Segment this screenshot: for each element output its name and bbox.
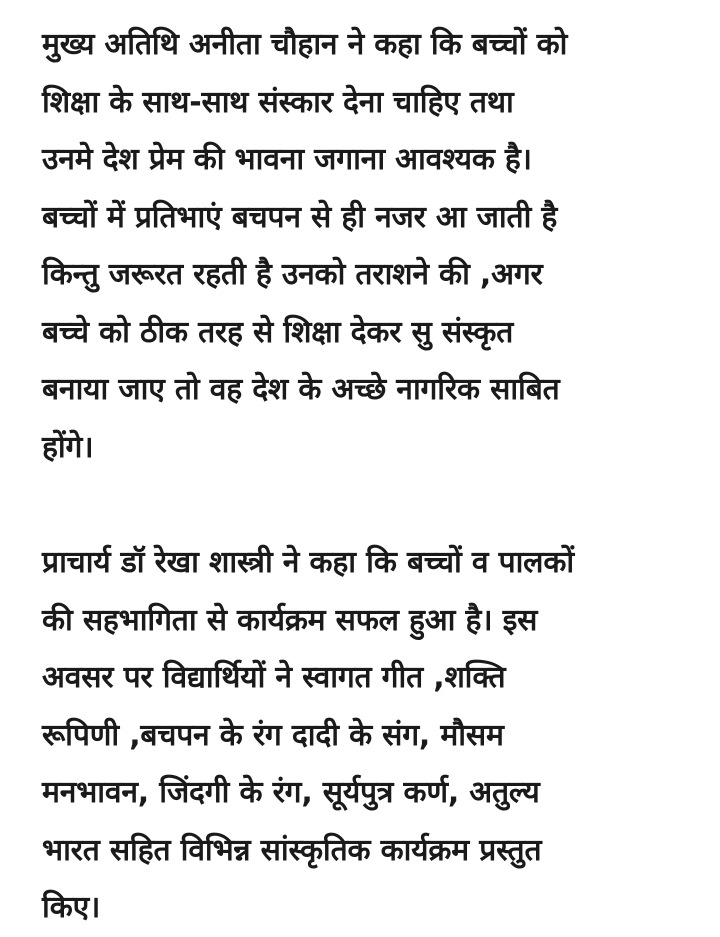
text-line: अवसर पर विद्यार्थियों ने स्वागत गीत ,शक्ति: [42, 660, 506, 695]
text-line: बनाया जाए तो वह देश के अच्छे नागरिक साबित: [42, 372, 560, 407]
text-line: प्राचार्य डॉ रेखा शास्त्री ने कहा कि बच्चों व पालकों: [42, 545, 574, 580]
text-line: किए।: [42, 890, 101, 925]
text-line: उनमे देश प्रेम की भावना जगाना आवश्यक है।: [42, 142, 532, 177]
text-line: मुख्य अतिथि अनीता चौहान ने कहा कि बच्चों को: [42, 27, 568, 62]
text-line: होंगे।: [42, 429, 94, 465]
paragraph-spacer: [42, 476, 702, 534]
text-line: रूपिणी ,बचपन के रंग दादी के संग, मौसम: [42, 717, 504, 753]
text-line: भारत सहित विभिन्न सांस्कृतिक कार्यक्रम प्रस्तुत: [42, 832, 542, 868]
paragraph-chief-guest: [42, 16, 702, 476]
text-line: बच्चे को ठीक तरह से शिक्षा देकर सु संस्कृत: [42, 314, 514, 350]
article-body: [42, 16, 702, 937]
text-line: मनभावन, जिंदगी के रंग, सूर्यपुत्र कर्ण, अतुल्य: [42, 775, 540, 810]
paragraph-principal: [42, 534, 702, 937]
text-line: शिक्षा के साथ-साथ संस्कार देना चाहिए तथा: [42, 84, 514, 120]
text-line: की सहभागिता से कार्यक्रम सफल हुआ है। इस: [42, 602, 538, 638]
text-line: बच्चों में प्रतिभाएं बचपन से ही नजर आ जाती है: [42, 199, 558, 235]
text-line: किन्तु जरूरत रहती है उनको तराशने की ,अगर: [42, 257, 543, 292]
